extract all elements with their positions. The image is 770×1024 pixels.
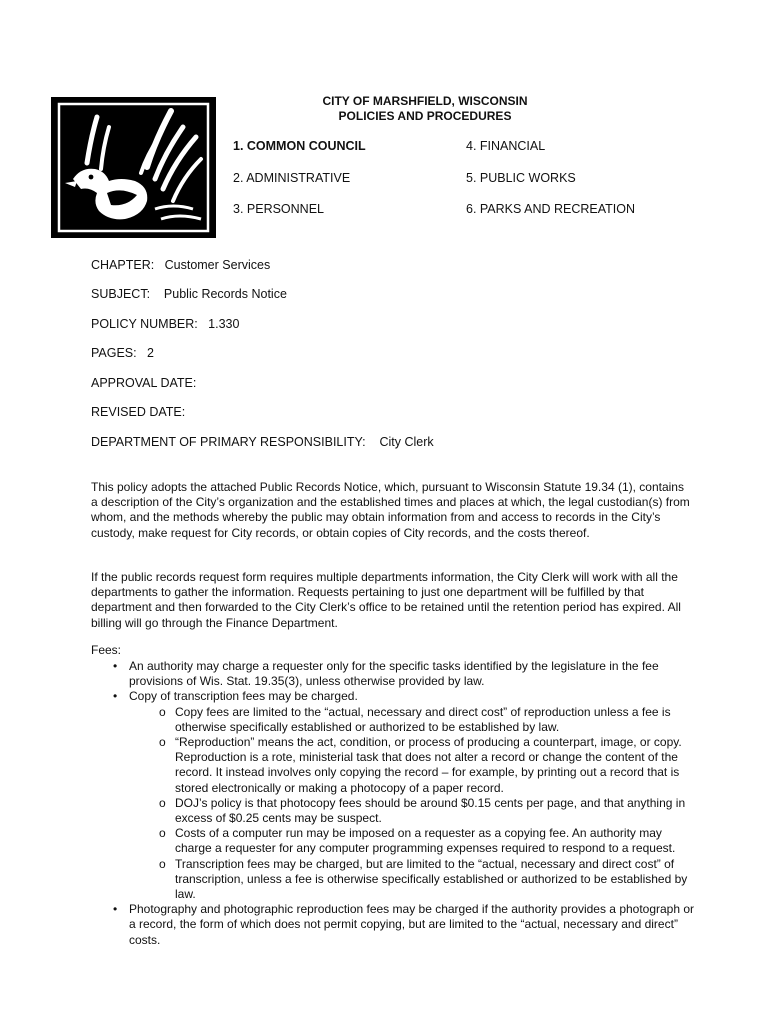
list-item: • An authority may charge a requester only for the specific tasks identified by the legislature in the fee provisions of Wis. Stat. 19.35(3), unless otherwise provided by law. <box>113 659 659 689</box>
category-personnel: 3. PERSONNEL <box>233 202 325 216</box>
chapter-field: CHAPTER: Customer Services <box>91 258 271 272</box>
bullet-icon: • <box>113 659 118 673</box>
circle-bullet-icon: o <box>159 826 166 841</box>
sub-list-item: o Costs of a computer run may be imposed on a requester as a copying fee. An authority may charge a requester for any computer programming expenses required to respond to a request. <box>159 826 676 856</box>
policy-number-field: POLICY NUMBER: 1.330 <box>91 317 240 331</box>
circle-bullet-icon: o <box>159 795 166 810</box>
marshfield-bird-logo-icon <box>51 97 216 238</box>
department-field: DEPARTMENT OF PRIMARY RESPONSIBILITY: City Clerk <box>91 435 434 449</box>
city-logo <box>51 97 216 238</box>
category-common-council: 1. COMMON COUNCIL <box>233 139 366 153</box>
list-item: • Copy of transcription fees may be charged. <box>113 689 358 704</box>
bullet-icon: • <box>113 689 118 704</box>
category-parks-recreation: 6. PARKS AND RECREATION <box>466 202 636 216</box>
category-administrative: 2. ADMINISTRATIVE <box>233 171 351 185</box>
approval-date-field: APPROVAL DATE: <box>91 376 197 390</box>
circle-bullet-icon: o <box>159 735 166 750</box>
multi-department-paragraph: If the public records request form requires multiple departments information, the City Clerk will work with all the departments to gather the information. Requests pertaining to just one department will be fulfilled by that department and then forwarded to the City Clerk’s office to be retained until the retention period has expired. All billing will go through the Finance Department. <box>91 570 681 630</box>
sub-list-item: o “Reproduction” means the act, condition, or process of producing a counterpart, image, or copy. Reproduction is a rote, ministerial task that does not alter a record or change the content of the record. It instead involves only copying the record – for example, by printing out a record that is stored electronically or making a photocopy of a paper record. <box>159 735 682 795</box>
policy-paragraph: This policy adopts the attached Public Records Notice, which, pursuant to Wisconsin Statute 19.34 (1), contains a description of the City’s organization and the established times and places at which, the legal custodian(s) from whom, and the methods whereby the public may obtain information from and access to records in the City’s custody, make request for City records, or obtain copies of City records, and the costs thereof. <box>91 480 690 540</box>
sub-list-item: o Transcription fees may be charged, but are limited to the “actual, necessary and direct cost” of transcription, unless a fee is otherwise specifically established or authorized to be established by law. <box>159 856 688 902</box>
circle-bullet-icon: o <box>159 856 166 871</box>
page-subtitle: POLICIES AND PROCEDURES <box>338 109 512 123</box>
revised-date-field: REVISED DATE: <box>91 405 186 419</box>
sub-list-item: o DOJ’s policy is that photocopy fees should be around $0.15 cents per page, and that anything in excess of $0.25 cents may be suspect. <box>159 795 686 826</box>
circle-bullet-icon: o <box>159 704 166 719</box>
category-public-works: 5. PUBLIC WORKS <box>466 171 576 185</box>
page-title: CITY OF MARSHFIELD, WISCONSIN <box>322 94 528 108</box>
fees-heading: Fees: <box>91 643 122 657</box>
sub-list-item: o Copy fees are limited to the “actual, necessary and direct cost” of reproduction unless a fee is otherwise specifically established or authorized to be established by law. <box>159 704 671 734</box>
list-item: • Photography and photographic reproduction fees may be charged if the authority provides a photograph or a record, the form of which does not permit copying, but are limited to the “actual, necessary and direct” costs. <box>113 902 695 947</box>
bullet-icon: • <box>113 902 118 917</box>
fees-list <box>91 659 701 948</box>
category-financial: 4. FINANCIAL <box>466 139 546 153</box>
pages-field: PAGES: 2 <box>91 346 154 360</box>
subject-field: SUBJECT: Public Records Notice <box>91 287 287 301</box>
